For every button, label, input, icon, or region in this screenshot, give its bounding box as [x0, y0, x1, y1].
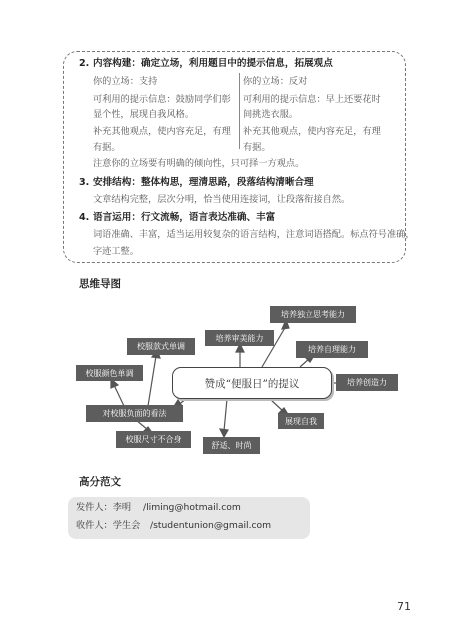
- stance-note: 注意你的立场要有明确的倾向性，只可择一方观点。: [93, 158, 305, 169]
- mindmap-title: 思维导图: [79, 278, 121, 290]
- from-email: /liming@hotmail.com: [143, 502, 241, 513]
- left-stance: 你的立场：支持: [93, 76, 158, 87]
- right-stance: 你的立场：反对: [243, 76, 308, 87]
- node-comfort-fashion: 舒适、时尚: [203, 437, 260, 454]
- sample-title: 高分范文: [79, 476, 121, 488]
- to-email: /studentunion@gmail.com: [150, 520, 272, 531]
- right-add-line-1: 补充其他观点，使内容充足，有理: [243, 126, 381, 137]
- page-number: 71: [397, 600, 411, 613]
- from-label: 发件人：李明: [76, 502, 132, 513]
- right-hint-line-1: 可利用的提示信息：早上还要花时: [243, 94, 381, 105]
- node-uniform-size: 校服尺寸不合身: [116, 431, 191, 448]
- item-4-body-line-2: 字迹工整。: [93, 246, 139, 257]
- node-uniform-style: 校服款式单调: [127, 338, 195, 355]
- item-4-number: 4.: [79, 212, 90, 223]
- right-hint-line-2: 间挑选衣服。: [243, 109, 299, 120]
- item-2-heading: 内容构建：确定立场，利用题目中的提示信息，拓展观点: [93, 58, 333, 69]
- to-label: 收件人：学生会: [76, 520, 141, 531]
- item-2-number: 2.: [79, 58, 90, 69]
- item-3-number: 3.: [79, 177, 90, 188]
- left-add-line-1: 补充其他观点，使内容充足，有理: [93, 126, 231, 137]
- node-independent-thinking: 培养独立思考能力: [270, 306, 356, 323]
- mindmap-center-node: 赞成“便服日”的提议: [172, 367, 332, 399]
- left-hint-line-1: 可利用的提示信息：鼓励同学们彰: [93, 94, 231, 105]
- node-uniform-color: 校服颜色单调: [76, 365, 143, 381]
- item-3-heading: 安排结构：整体构思，理清思路，段落结构清晰合理: [93, 177, 314, 188]
- node-show-self: 展现自我: [278, 413, 324, 429]
- left-add-line-2: 有据。: [93, 142, 121, 153]
- node-creativity: 培养创造力: [336, 374, 398, 391]
- item-4-heading: 语言运用：行文流畅，语言表达准确、丰富: [93, 212, 276, 223]
- left-hint-line-2: 显个性，展现自我风格。: [93, 109, 195, 120]
- node-negative-view: 对校服负面的看法: [86, 405, 183, 422]
- node-self-management: 培养自理能力: [296, 341, 368, 358]
- right-add-line-2: 有据。: [243, 142, 271, 153]
- item-4-body-line-1: 词语准确、丰富，适当运用较复杂的语言结构，注意词语搭配。标点符号准确，: [93, 229, 415, 240]
- node-aesthetic: 培养审美能力: [205, 330, 274, 346]
- item-3-body: 文章结构完整，层次分明，恰当使用连接词，让段落衔接自然。: [93, 194, 351, 205]
